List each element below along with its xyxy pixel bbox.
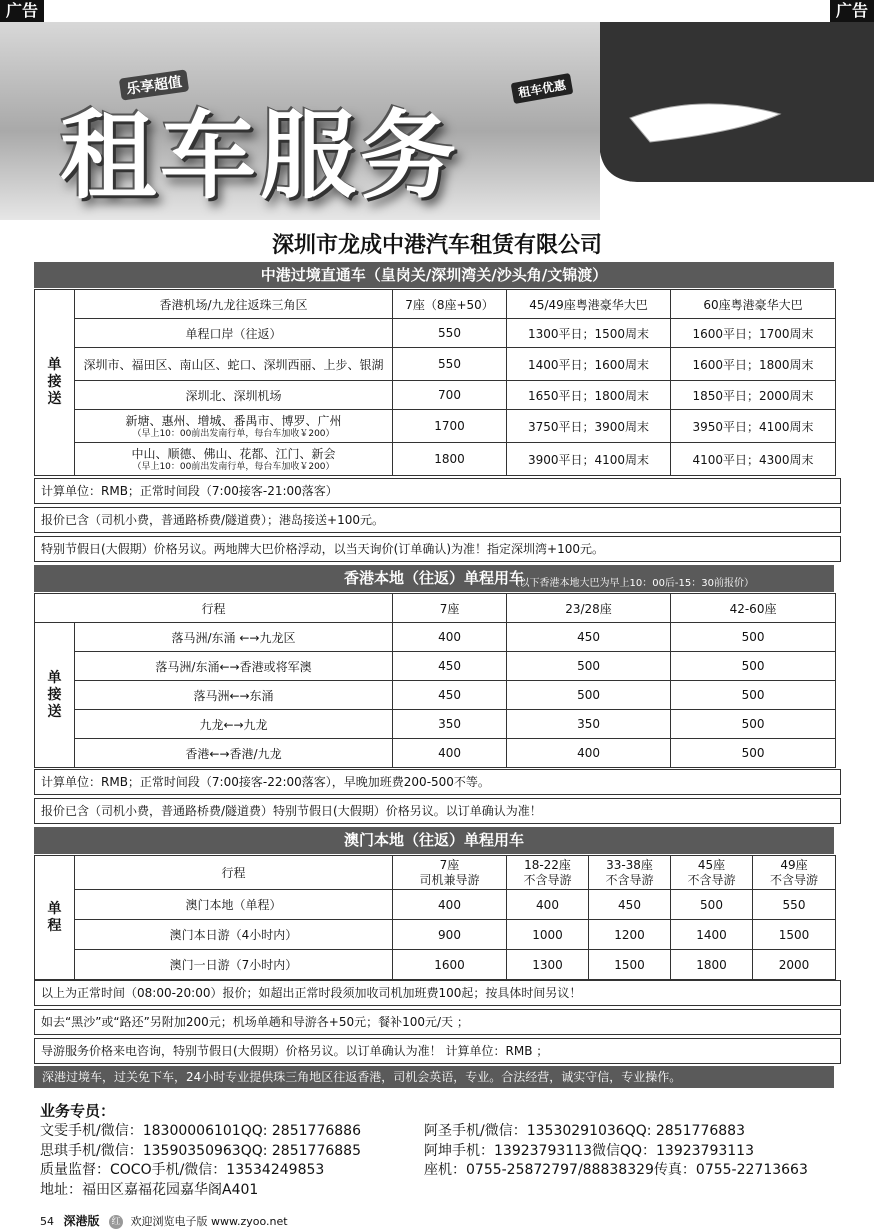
section1-side-label: 单 接 送	[35, 290, 75, 476]
table-header: 7座 司机兼导游	[393, 856, 507, 890]
ad-label-left: 广告	[0, 0, 44, 22]
table-header: 23/28座	[507, 594, 671, 623]
banner	[0, 22, 874, 220]
staff-line: 座机：0755-25872797/88838329传真：0755-22713663	[424, 1162, 808, 1178]
banner-small-tag: 乐享超值	[119, 69, 189, 100]
page-number: 54	[40, 1215, 54, 1228]
banner-title: 租车服务	[60, 99, 460, 212]
table-row: 落马洲←→东涌 450 500 500	[35, 681, 836, 710]
section3-note: 如去“黑沙”或“路还”另附加200元；机场单趟和导游各+50元；餐补100元/天 ；	[34, 1009, 841, 1035]
table-row: 落马洲/东涌←→香港或将军澳 450 500 500	[35, 652, 836, 681]
table-header: 18-22座 不含导游	[507, 856, 589, 890]
section3-note: 以上为正常时间（08:00-20:00）报价；如超出正常时段须加收司机加班费100起；按具体时间另议！	[34, 980, 841, 1006]
table-header: 7座	[393, 594, 507, 623]
table-header: 行程	[35, 594, 393, 623]
section2-title-text: 香港本地（往返）单程用车	[343, 569, 524, 587]
table-row: 中山、顺德、佛山、花都、江门、新会 （早上10：00前出发南行单，每台车加收￥200） 1800 3900平日；4100周末 4100平日；4300周末	[35, 443, 836, 476]
section1-title: 中港过境直通车（皇岗关/深圳湾关/沙头角/文锦渡）	[34, 262, 834, 288]
section2-note: 报价已含（司机小费，普通路桥费/隧道费）特别节假日(大假期）价格另议。以订单确认为准！	[34, 798, 841, 824]
staff-title: 业务专员：	[40, 1102, 116, 1120]
table-header: 7座（8座+50）	[393, 290, 507, 319]
page-footer	[40, 1212, 288, 1229]
section2-title-note: （以下香港本地大巴为早上10：00后-15：30前报价）	[509, 578, 754, 589]
table-row: 澳门本地（单程） 400 400 450 500 550	[35, 890, 836, 920]
table-row: 深圳北、深圳机场 700 1650平日；1800周末 1850平日；2000周末	[35, 381, 836, 410]
table-header: 33-38座 不含导游	[589, 856, 671, 890]
banner-badge: 租车优惠	[511, 73, 574, 104]
company-name: 深圳市龙成中港汽车租赁有限公司	[271, 233, 602, 258]
section3-title: 澳门本地（往返）单程用车	[34, 827, 834, 854]
section2-table	[34, 593, 836, 768]
site-link[interactable]: 欢迎浏览电子版 www.zyoo.net	[130, 1215, 288, 1228]
staff-line: 思琪手机/微信：13590350963QQ: 2851776885	[40, 1143, 361, 1159]
section3-note: 导游服务价格来电咨询，特别节假日(大假期）价格另议。以订单确认为准！ 计算单位：RMB ；	[34, 1038, 841, 1064]
table-header: 42-60座	[671, 594, 836, 623]
section2-title	[34, 565, 834, 592]
section3-table	[34, 855, 836, 980]
table-row: 九龙←→九龙 350 350 500	[35, 710, 836, 739]
table-row: 香港←→香港/九龙 400 400 500	[35, 739, 836, 768]
table-header: 香港机场/九龙往返珠三角区	[75, 290, 393, 319]
table-header: 60座粤港豪华大巴	[671, 290, 836, 319]
table-header: 49座 不含导游	[753, 856, 836, 890]
table-row: 澳门一日游（7小时内） 1600 1300 1500 1800 2000	[35, 950, 836, 980]
ad-label-right: 广告	[830, 0, 874, 22]
table-row: 新塘、惠州、增城、番禺市、博罗、广州 （早上10：00前出发南行单，每台车加收￥200） 1700 3750平日；3900周末 3950平日；4100周末	[35, 410, 836, 443]
section1-note: 计算单位：RMB；正常时间段（7:00接客-21:00落客）	[34, 478, 841, 504]
section1-table	[34, 289, 836, 476]
edition-circle-icon: 红	[109, 1215, 123, 1229]
table-header: 行程	[75, 856, 393, 890]
section1-note: 报价已含（司机小费，普通路桥费/隧道费）；港岛接送+100元。	[34, 507, 841, 533]
table-row: 单程口岸（往返） 550 1300平日；1500周末 1600平日；1700周末	[35, 319, 836, 348]
table-row: 澳门本日游（4小时内） 900 1000 1200 1400 1500	[35, 920, 836, 950]
table-header: 45座 不含导游	[671, 856, 753, 890]
staff-line: 阿圣手机/微信：13530291036QQ: 2851776883	[424, 1123, 745, 1139]
section2-side-label: 单 接 送	[35, 623, 75, 768]
footer-banner: 深港过境车，过关免下车，24小时专业提供珠三角地区往返香港，司机会英语，专业。合法经营，诚实守信，专业操作。	[34, 1066, 834, 1088]
staff-line: 地址：福田区嘉福花园嘉华阁A401	[40, 1182, 259, 1198]
section1-note: 特别节假日(大假期）价格另议。两地牌大巴价格浮动，以当天询价(订单确认)为准！指定深圳湾+100元。	[34, 536, 841, 562]
staff-line: 质量监督：COCO手机/微信：13534249853	[40, 1162, 325, 1178]
table-header: 45/49座粤港豪华大巴	[507, 290, 671, 319]
staff-line: 文雯手机/微信：18300006101QQ: 2851776886	[40, 1123, 361, 1139]
edition-label: 深港版	[63, 1214, 100, 1228]
staff-line: 阿坤手机：13923793113微信QQ：13923793113	[424, 1143, 754, 1159]
table-row: 深圳市、福田区、南山区、蛇口、深圳西丽、上步、银湖 550 1400平日；1600周末 1600平日；1800周末	[35, 348, 836, 381]
section2-note: 计算单位：RMB；正常时间段（7:00接客-22:00落客），早晚加班费200-500不等。	[34, 769, 841, 795]
table-row: 单 接 送 落马洲/东涌 ←→九龙区 400 450 500	[35, 623, 836, 652]
section3-side-label: 单 程	[35, 856, 75, 980]
